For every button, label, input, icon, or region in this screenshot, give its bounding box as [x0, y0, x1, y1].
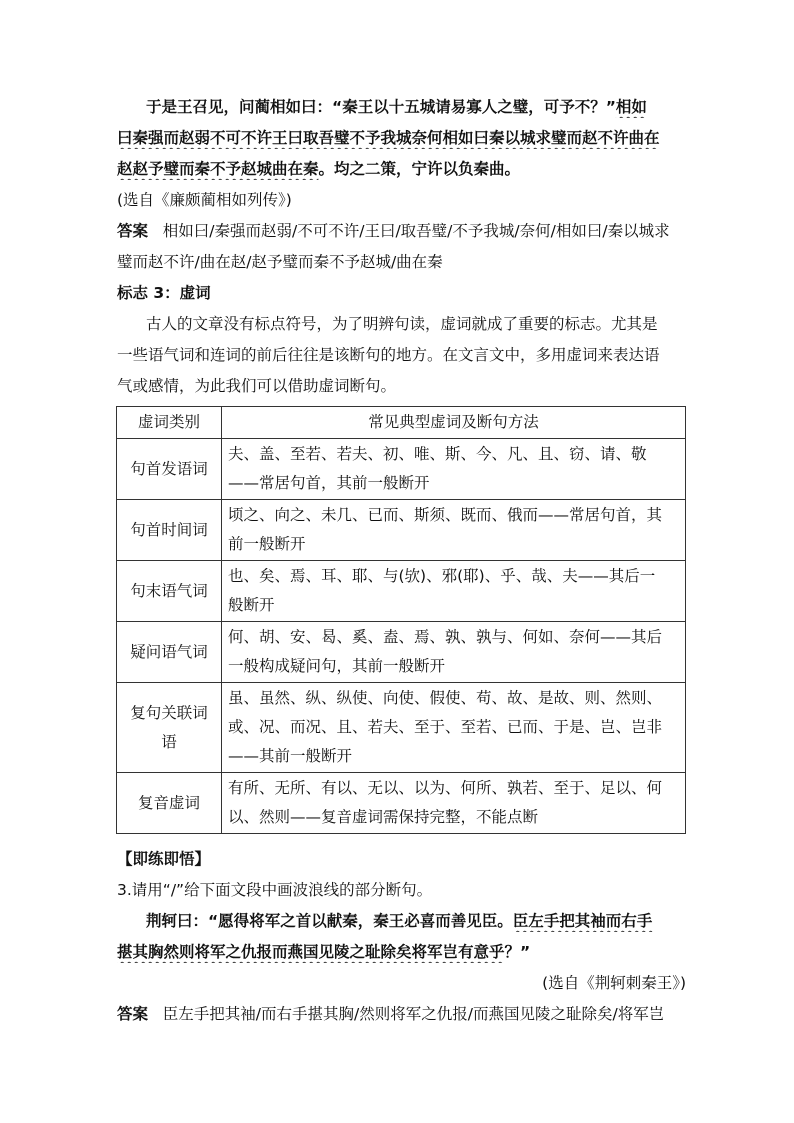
section-title: 标志 3：虚词 — [117, 284, 211, 302]
passage1-line1 — [146, 96, 686, 118]
practice-text: ？” — [504, 943, 531, 961]
practice-text: 荆轲曰：“愿得将军之首以献秦，秦王必喜而善见臣。 — [146, 912, 513, 930]
answer-label: 答案 — [117, 222, 149, 240]
table-cell-desc — [222, 622, 686, 683]
table-row — [117, 683, 686, 773]
answer1-line1 — [117, 220, 687, 242]
practice-wavy-text: 臣左手把其袖而右手 — [512, 912, 653, 930]
table-header-row — [117, 407, 686, 439]
passage1-line3 — [117, 158, 687, 180]
table-cell-line: 有所、无所、有以、无以、以为、何所、孰若、至于、足以、何 — [228, 779, 663, 797]
table-cell-line: 以、然则——复音虚词需保持完整，不能点断 — [228, 808, 539, 826]
section-para-line2: 一些语气词和连词的前后往往是该断句的地方。在文言文中，多用虚词来表达语 — [117, 346, 660, 364]
answer1-line2: 璧而赵不许/曲在赵/赵予璧而秦不予赵城/曲在秦 — [117, 253, 443, 271]
section-para-line3: 气或感情，为此我们可以借助虚词断句。 — [117, 377, 397, 395]
table-cell-desc — [222, 683, 686, 773]
table-header-method: 常见典型虚词及断句方法 — [222, 407, 686, 439]
table-cell-line: 顷之、向之、未几、已而、斯须、既而、俄而——常居句首，其 — [228, 506, 663, 524]
passage1-wavy-text: 曰秦强而赵弱不可不许王曰取吾璧不予我城奈何相如曰秦以城求璧而赵不许曲在 — [117, 129, 660, 147]
table-cell-desc — [222, 773, 686, 834]
table-cell-line: 夫、盖、至若、若夫、初、唯、斯、今、凡、且、窃、请、敬 — [228, 445, 647, 463]
practice-heading: 【即练即悟】 — [117, 850, 211, 868]
table-cell-line: 前一般断开 — [228, 535, 306, 553]
table-cell-category: 疑问语气词 — [117, 622, 222, 683]
table-row — [117, 561, 686, 622]
table-cell-desc — [222, 561, 686, 622]
table-row — [117, 500, 686, 561]
table-cell-desc — [222, 500, 686, 561]
table-cell-line: 般断开 — [228, 596, 275, 614]
answer1-text: 相如曰/秦强而赵弱/不可不许/王曰/取吾璧/不予我城/奈何/相如曰/秦以城求 — [162, 222, 670, 240]
practice-wavy-text: 揕其胸然则将军之仇报而燕国见陵之耻除矣将军岂有意乎 — [117, 943, 505, 961]
table-cell-line: 也、矣、焉、耳、耶、与(欤)、邪(耶)、乎、哉、夫——其后一 — [228, 567, 656, 585]
table-cell-category: 句首发语词 — [117, 439, 222, 500]
passage1-line2 — [117, 127, 687, 149]
passage1-wavy-text: 赵赵予璧而秦不予赵城曲在秦 — [117, 160, 319, 178]
table-cell-line: 一般构成疑问句，其前一般断开 — [228, 657, 446, 675]
table-cell-line: 虽、虽然、纵、纵使、向使、假使、苟、故、是故、则、然则、 — [228, 689, 663, 707]
practice-source: (选自《荆轲刺秦王》) — [542, 974, 686, 992]
table-row — [117, 773, 686, 834]
table-cell-category: 复句关联词语 — [117, 683, 222, 773]
answer2-line1 — [117, 1003, 687, 1025]
passage1-text: 于是王召见，问蔺相如曰：“秦王以十五城请易寡人之璧，可予不？” — [146, 98, 616, 116]
practice-passage-line1 — [146, 910, 686, 932]
table-cell-category: 句末语气词 — [117, 561, 222, 622]
practice-passage-line2 — [117, 941, 687, 963]
table-cell-category: 句首时间词 — [117, 500, 222, 561]
table-cell-line: 或、况、而况、且、若夫、至于、至若、已而、于是、岂、岂非 — [228, 718, 663, 736]
practice-question: 3.请用“/”给下面文段中画波浪线的部分断句。 — [117, 881, 433, 899]
table-cell-line: 何、胡、安、曷、奚、盍、焉、孰、孰与、何如、奈何——其后 — [228, 628, 663, 646]
table-header-category: 虚词类别 — [117, 407, 222, 439]
answer2-text: 臣左手把其袖/而右手揕其胸/然则将军之仇报/而燕国见陵之耻除矣/将军岂 — [162, 1005, 665, 1023]
passage1-text: 。均之二策，宁许以负秦曲。 — [318, 160, 521, 178]
table-cell-line: ——常居句首，其前一般断开 — [228, 474, 430, 492]
passage1-source: (选自《廉颇蔺相如列传》) — [117, 191, 292, 209]
table-cell-line: ——其前一般断开 — [228, 747, 353, 765]
function-words-table — [116, 406, 686, 834]
table-cell-desc — [222, 439, 686, 500]
answer-label: 答案 — [117, 1005, 149, 1023]
table-row — [117, 622, 686, 683]
table-cell-category: 复音虚词 — [117, 773, 222, 834]
table-row — [117, 439, 686, 500]
section-para-line1: 古人的文章没有标点符号，为了明辨句读，虚词就成了重要的标志。尤其是 — [146, 315, 658, 333]
passage1-wavy-text: 相如 — [615, 98, 647, 116]
